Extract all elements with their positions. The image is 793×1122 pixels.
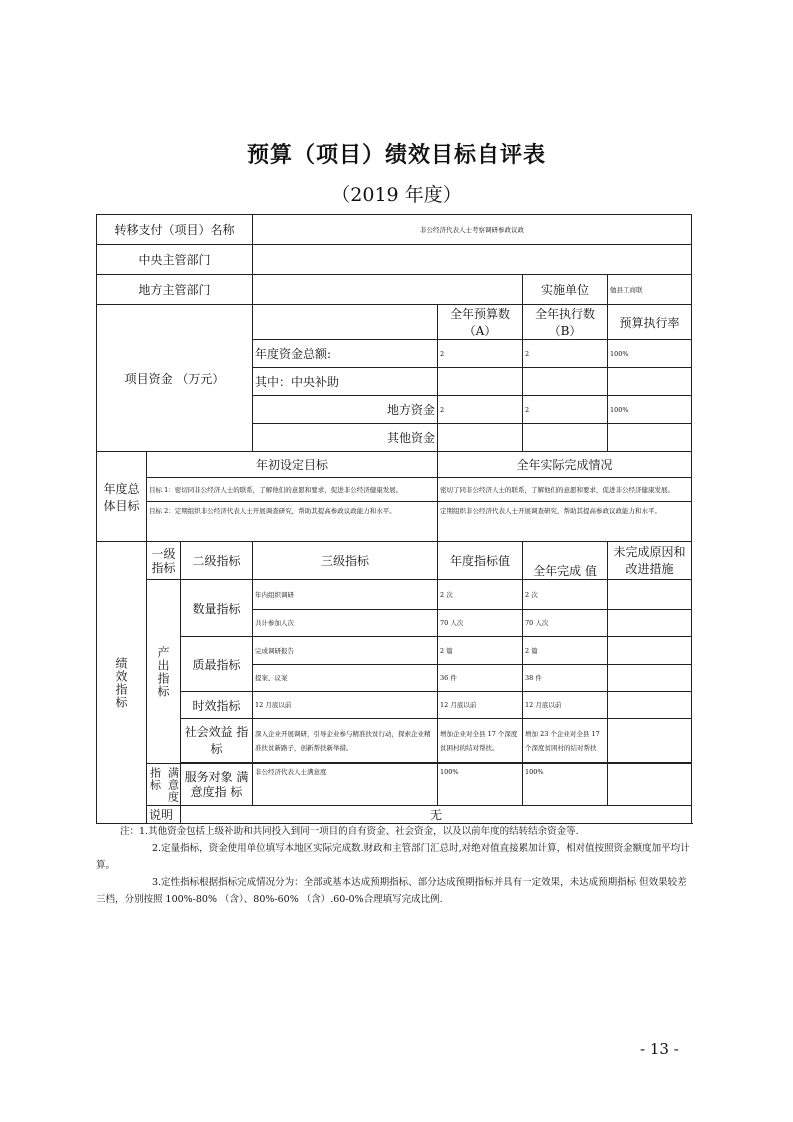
- r7-target: 100%: [438, 764, 523, 806]
- reason-header: 未完成原因和改进措施: [608, 542, 692, 580]
- r4-name: 提案、议案: [253, 665, 438, 692]
- document-subtitle: （2019 年度）: [331, 184, 462, 206]
- other-rate: [608, 424, 692, 452]
- note-2: 2.定量指标，资金使用单位填写本地区实际完成数.财政和主管部门汇总时,对绝对值直接累加计算，相对值按照资金额度加平均计算。: [96, 843, 690, 871]
- local-rate: 100%: [608, 396, 692, 424]
- impl-unit-label: 实施单位: [523, 275, 608, 305]
- r3-reason: [608, 637, 692, 665]
- funds-corner: [253, 305, 438, 340]
- actual-goals-header: 全年实际完成情况: [438, 452, 692, 478]
- r4-done: 38 件: [523, 665, 608, 692]
- central-rate: [608, 368, 692, 396]
- target-value-header: 年度指标值: [438, 542, 523, 580]
- output-label-cell: [147, 580, 181, 764]
- col-exec-header: 全年执行数（B）: [523, 305, 608, 340]
- r1-name: 年内组织调研: [253, 580, 438, 610]
- total-rate: 100%: [608, 340, 692, 368]
- document-title: 预算（项目）绩效目标自评表: [246, 143, 546, 168]
- r6-done: 增加 23 个企业对全县 17 个深度贫困村的结对帮扶: [523, 719, 608, 763]
- planned-goal-2: 目标 2：定期组织非公经济代表人士开展调查研究，帮助其提高参政议政能力和水平。: [147, 502, 438, 542]
- indicators-label: 绩效指标: [114, 656, 128, 709]
- r3-done: 2 篇: [523, 637, 608, 665]
- impl-unit-value: 勉县工商联: [608, 275, 692, 305]
- central-exec: [523, 368, 608, 396]
- r6-target: 增加企业对全县 17 个深度贫困村的结对帮扶。: [438, 719, 523, 763]
- central-subsidy-label: 其中：中央补助: [253, 368, 438, 396]
- local-funds-label: 地方资金: [253, 396, 438, 424]
- r2-done: 70 人次: [523, 610, 608, 637]
- project-name-label: 转移支付（项目）名称: [97, 215, 253, 245]
- note-1: 注：1.其他资金包括上级补助和共同投入到同一项目的自有资金、社会资金，以及以前年度的结转结余资金等.: [120, 826, 579, 837]
- r2-target: 70 人次: [438, 610, 523, 637]
- annual-goals-label: 年度总体目标: [97, 452, 147, 542]
- total-exec: 2: [523, 340, 608, 368]
- other-budget: [438, 424, 523, 452]
- planned-goal-1: 目标 1：密切同非公经济人士的联系，了解他们的意愿和要求，促进非公经济健康发展。: [147, 478, 438, 502]
- level2-header: 二级指标: [181, 542, 253, 580]
- r2-reason: [608, 610, 692, 637]
- actual-goal-1: 密切了同非公经济人士的联系，了解他们的意愿和要求，促进非公经济健康发展。: [438, 478, 692, 502]
- r4-target: 36 件: [438, 665, 523, 692]
- indicators-label-cell: [97, 542, 147, 824]
- r5-reason: [608, 692, 692, 719]
- r5-done: 12 月底以前: [523, 692, 608, 719]
- remark-value: 无: [181, 806, 692, 824]
- total-funds-label: 年度资金总额:: [253, 340, 438, 368]
- r2-name: 共计参加人次: [253, 610, 438, 637]
- actual-goal-2: 定期组织非公经济代表人士开展调查研究，帮助其提高参政议政能力和水平。: [438, 502, 692, 542]
- central-budget: [438, 368, 523, 396]
- r3-target: 2 篇: [438, 637, 523, 665]
- note-3: 3.定性指标根据指标完成情况分为：全部或基本达成预期指标、部分达成预期指标并具有一定效果，未达成预期指标 但效果较差三档，分别按照 100%-80% （含）、80%-60% （含）.60-0%合理填写完成比例.: [96, 877, 687, 905]
- r5-name: 12 月底以前: [253, 692, 438, 719]
- level3-header: 三级指标: [253, 542, 438, 580]
- col-rate-header: 预算执行率: [608, 305, 692, 340]
- r1-done: 2 次: [523, 580, 608, 610]
- evaluation-table: [96, 214, 692, 824]
- r6-reason: [608, 719, 692, 763]
- total-budget: 2: [438, 340, 523, 368]
- funds-label: 项目资金 （万元）: [97, 305, 253, 452]
- r7-name: 非公经济代表人士满意度: [253, 764, 438, 806]
- r3-name: 完成调研报告: [253, 637, 438, 665]
- satisfaction-l1-cell: [147, 764, 181, 806]
- col-budget-header: 全年预算数（A）: [438, 305, 523, 340]
- remark-label: 说明: [147, 806, 181, 824]
- satisfaction-l2: 服务对象 满意度指 标: [181, 764, 253, 806]
- central-dept-label: 中央主管部门: [97, 245, 253, 275]
- time-label: 时效指标: [181, 692, 253, 719]
- satisfaction-l1: 满意度: [166, 766, 180, 803]
- quantity-label: 数量指标: [181, 580, 253, 637]
- r1-target: 2 次: [438, 580, 523, 610]
- social-label: 社会效益 指标: [181, 719, 253, 763]
- local-dept-value: [253, 275, 523, 305]
- page-number: - 13 -: [640, 1040, 679, 1058]
- project-name-value: 非公经济代表人士考察调研参政议政: [253, 215, 692, 245]
- local-exec: 2: [523, 396, 608, 424]
- local-budget: 2: [438, 396, 523, 424]
- other-exec: [523, 424, 608, 452]
- planned-goals-header: 年初设定目标: [147, 452, 438, 478]
- r4-reason: [608, 665, 692, 692]
- r7-reason: [608, 764, 692, 806]
- central-dept-value: [253, 245, 692, 275]
- satisfaction-l1b: 指标: [148, 766, 162, 791]
- r1-reason: [608, 580, 692, 610]
- local-dept-label: 地方主管部门: [97, 275, 253, 305]
- notes: [96, 823, 696, 908]
- r5-target: 12 月底以前: [438, 692, 523, 719]
- quality-label: 质最指标: [181, 637, 253, 692]
- done-value-header: 全年完成 值: [523, 542, 608, 580]
- other-funds-label: 其他资金: [253, 424, 438, 452]
- r7-done: 100%: [523, 764, 608, 806]
- level1-header: 一级指标: [147, 542, 181, 580]
- output-label: 产出指标: [156, 645, 170, 698]
- r6-name: 深入企业开展调研，引导企业参与精准扶贫行动，探索企业精准扶贫新路子，创新帮扶新举措。: [253, 719, 438, 763]
